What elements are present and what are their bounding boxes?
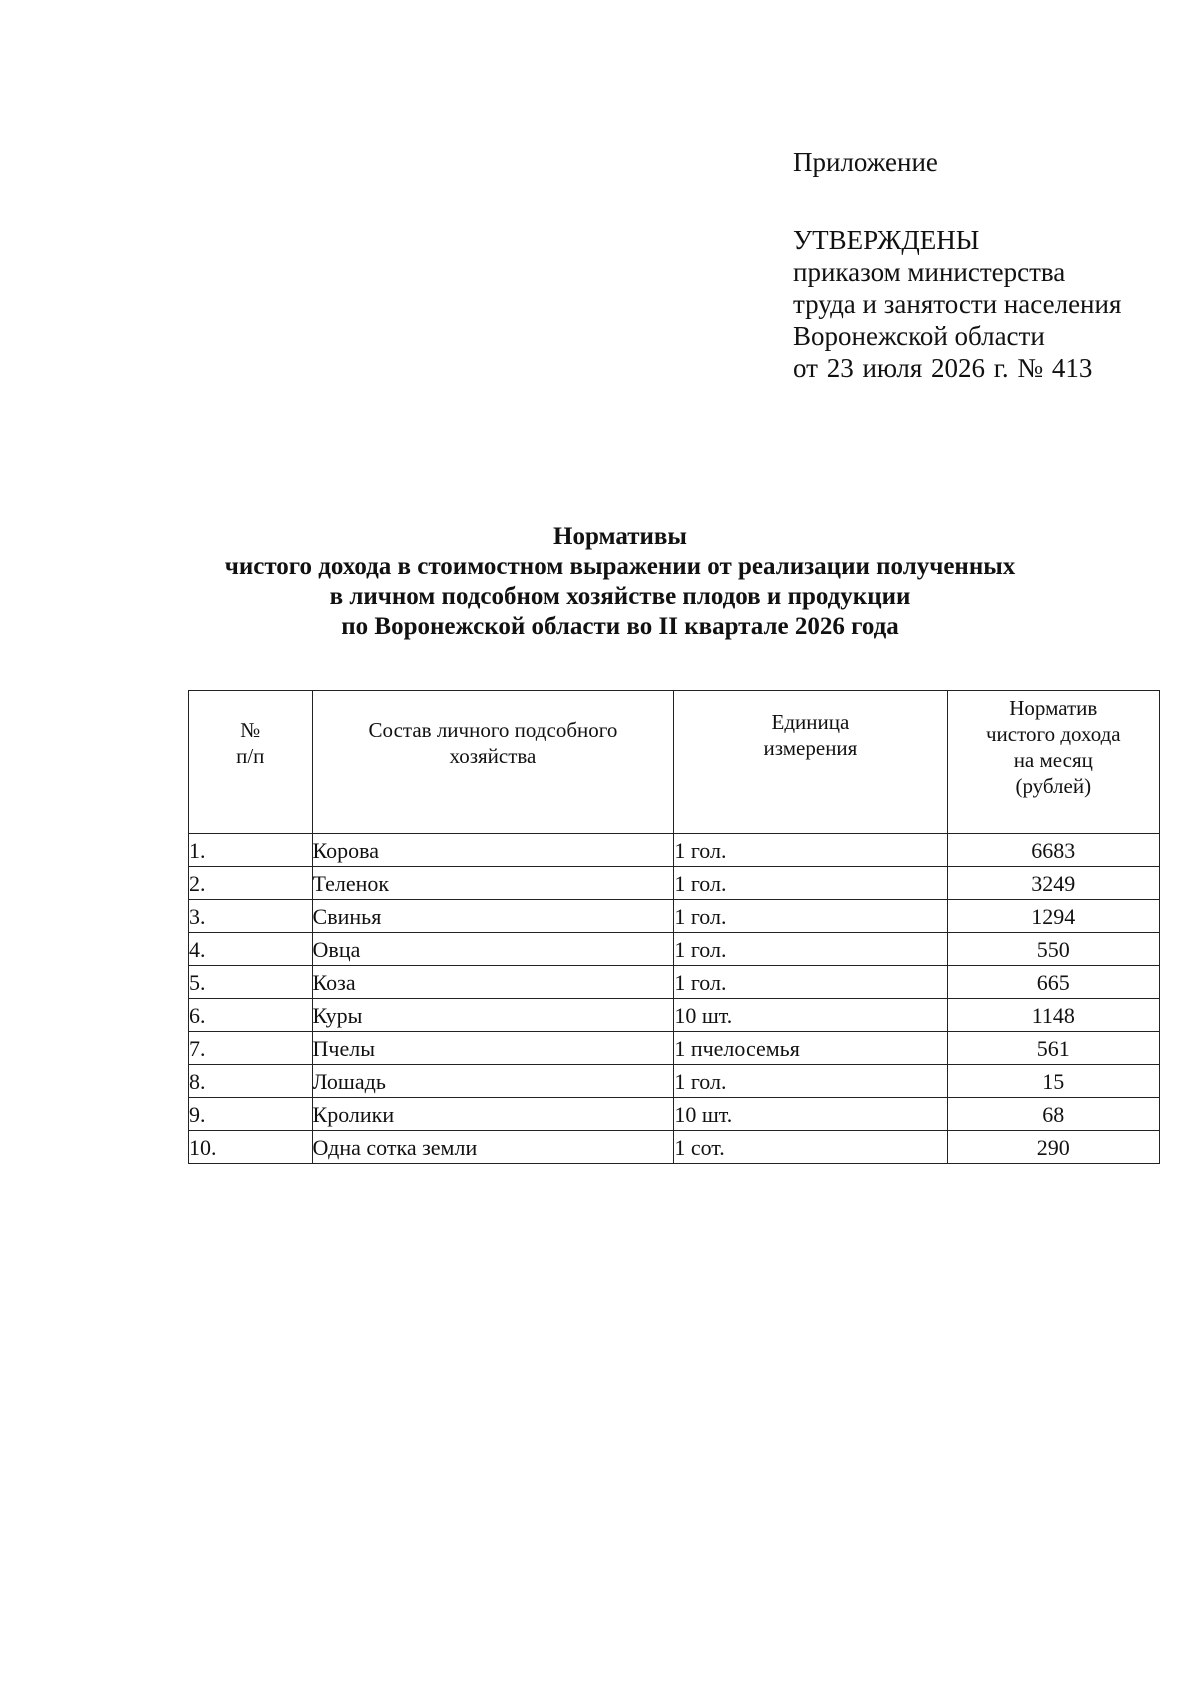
row-number: 3. — [189, 900, 313, 933]
norms-table — [188, 690, 1160, 1164]
header-composition — [312, 691, 674, 834]
table-row — [189, 1065, 1160, 1098]
row-name: Коза — [312, 966, 674, 999]
row-number: 6. — [189, 999, 313, 1032]
row-unit: 1 гол. — [674, 966, 947, 999]
header-number-abbr: п/п — [236, 744, 265, 768]
row-name: Корова — [312, 834, 674, 867]
row-name: Кролики — [312, 1098, 674, 1131]
row-norm: 1294 — [947, 900, 1159, 933]
row-norm: 68 — [947, 1098, 1159, 1131]
row-norm: 3249 — [947, 867, 1159, 900]
header-composition-line-1: Состав личного подсобного — [368, 718, 618, 742]
table-row — [189, 999, 1160, 1032]
header-norm-line-4: (рублей) — [1015, 774, 1092, 798]
row-number: 4. — [189, 933, 313, 966]
table-header-row — [189, 691, 1160, 834]
row-norm: 1148 — [947, 999, 1159, 1032]
header-unit-line-1: Единица — [771, 710, 850, 734]
header-composition-line-2: хозяйства — [449, 744, 537, 768]
table-row — [189, 834, 1160, 867]
header-norm-line-1: Норматив — [1009, 696, 1098, 720]
row-name: Свинья — [312, 900, 674, 933]
heading-title: Нормативы — [553, 523, 687, 550]
row-unit: 10 шт. — [674, 1098, 947, 1131]
spacer — [793, 178, 1121, 224]
row-unit: 1 гол. — [674, 834, 947, 867]
heading-line-3: по Воронежской области во II квартале 2026 года — [341, 613, 899, 640]
row-unit: 1 гол. — [674, 900, 947, 933]
row-unit: 1 гол. — [674, 1065, 947, 1098]
header-unit-line-2: измерения — [763, 736, 858, 760]
header-number-symbol: № — [240, 718, 261, 742]
table-row — [189, 867, 1160, 900]
appendix-label: Приложение — [793, 147, 938, 177]
table-row — [189, 1098, 1160, 1131]
row-unit: 1 сот. — [674, 1131, 947, 1164]
approved-label: УТВЕРЖДЕНЫ — [793, 225, 980, 255]
header-norm-line-2: чистого дохода — [985, 722, 1121, 746]
approval-line-order: приказом министерства — [793, 257, 1066, 287]
row-norm: 665 — [947, 966, 1159, 999]
table-row — [189, 1032, 1160, 1065]
approval-date-number: от 23 июля 2026 г. № 413 — [793, 353, 1093, 383]
approval-block — [793, 146, 1121, 384]
row-number: 10. — [189, 1131, 313, 1164]
heading-line-2: в личном подсобном хозяйстве плодов и продукции — [329, 583, 911, 610]
table-row — [189, 966, 1160, 999]
header-unit — [674, 691, 947, 834]
row-unit: 10 шт. — [674, 999, 947, 1032]
row-norm: 290 — [947, 1131, 1159, 1164]
row-name: Одна сотка земли — [312, 1131, 674, 1164]
row-unit: 1 гол. — [674, 933, 947, 966]
row-norm: 6683 — [947, 834, 1159, 867]
header-norm — [947, 691, 1159, 834]
table-row — [189, 1131, 1160, 1164]
row-number: 7. — [189, 1032, 313, 1065]
row-norm: 561 — [947, 1032, 1159, 1065]
approval-line-region: Воронежской области — [793, 321, 1045, 351]
document-heading — [180, 522, 1060, 642]
row-number: 1. — [189, 834, 313, 867]
row-name: Лошадь — [312, 1065, 674, 1098]
row-unit: 1 пчелосемья — [674, 1032, 947, 1065]
row-name: Овца — [312, 933, 674, 966]
row-name: Теленок — [312, 867, 674, 900]
row-number: 8. — [189, 1065, 313, 1098]
table-row — [189, 933, 1160, 966]
row-number: 5. — [189, 966, 313, 999]
heading-line-1: чистого дохода в стоимостном выражении от реализации полученных — [224, 553, 1016, 580]
header-number — [189, 691, 313, 834]
header-norm-line-3: на месяц — [1013, 748, 1093, 772]
table-row — [189, 900, 1160, 933]
row-name: Куры — [312, 999, 674, 1032]
approval-line-ministry: труда и занятости населения — [793, 289, 1122, 319]
row-norm: 15 — [947, 1065, 1159, 1098]
row-norm: 550 — [947, 933, 1159, 966]
row-unit: 1 гол. — [674, 867, 947, 900]
row-number: 2. — [189, 867, 313, 900]
row-number: 9. — [189, 1098, 313, 1131]
row-name: Пчелы — [312, 1032, 674, 1065]
